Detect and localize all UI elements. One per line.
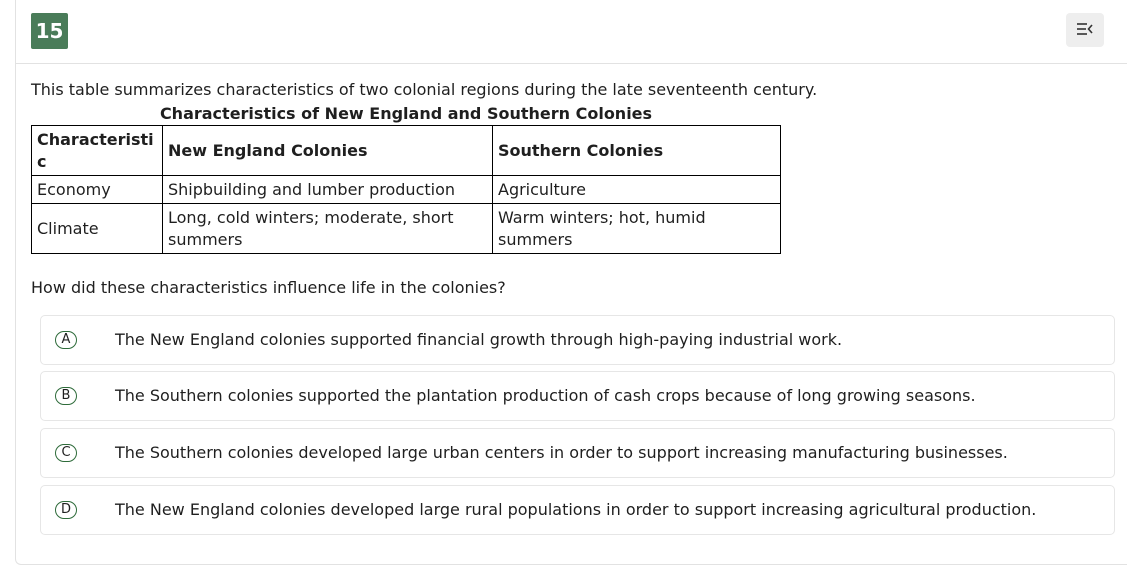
table-cell: Shipbuilding and lumber production <box>163 176 493 204</box>
answer-option-d[interactable] <box>40 485 1115 535</box>
option-text: The Southern colonies developed large urban centers in order to support increasing manufacturing businesses. <box>115 443 1008 462</box>
menu-button[interactable] <box>1066 13 1104 47</box>
question-stem: How did these characteristics influence life in the colonies? <box>31 278 506 297</box>
answer-option-a[interactable] <box>40 315 1115 365</box>
table-header-row <box>32 126 781 176</box>
table-cell: Economy <box>32 176 163 204</box>
collapse-menu-icon <box>1076 21 1094 40</box>
question-number-badge: 15 <box>31 13 68 49</box>
question-card <box>15 0 1127 565</box>
question-header <box>16 0 1127 64</box>
answer-option-b[interactable] <box>40 371 1115 421</box>
table-row <box>32 176 781 204</box>
characteristics-table <box>31 125 781 254</box>
table-header-cell: New England Colonies <box>163 126 493 176</box>
table-title: Characteristics of New England and Southern Colonies <box>159 104 653 123</box>
option-letter-circle: D <box>55 501 77 519</box>
table-cell: Climate <box>32 204 163 254</box>
table-cell: Warm winters; hot, humid summers <box>493 204 781 254</box>
option-text: The New England colonies developed large rural populations in order to support increasing agricultural production. <box>115 500 1037 519</box>
table-row <box>32 204 781 254</box>
option-letter-circle: A <box>55 331 77 349</box>
option-text: The Southern colonies supported the plantation production of cash crops because of long growing seasons. <box>115 386 976 405</box>
option-letter-circle: B <box>55 387 77 405</box>
table-cell: Long, cold winters; moderate, short summers <box>163 204 493 254</box>
option-text: The New England colonies supported financial growth through high-paying industrial work. <box>115 330 843 349</box>
table-cell: Agriculture <box>493 176 781 204</box>
option-letter-circle: C <box>55 444 77 462</box>
answer-option-c[interactable] <box>40 428 1115 478</box>
table-header-cell: Characteristic <box>32 126 163 176</box>
table-header-cell: Southern Colonies <box>493 126 781 176</box>
stimulus-intro: This table summarizes characteristics of two colonial regions during the late seventeenth century. <box>31 80 818 99</box>
